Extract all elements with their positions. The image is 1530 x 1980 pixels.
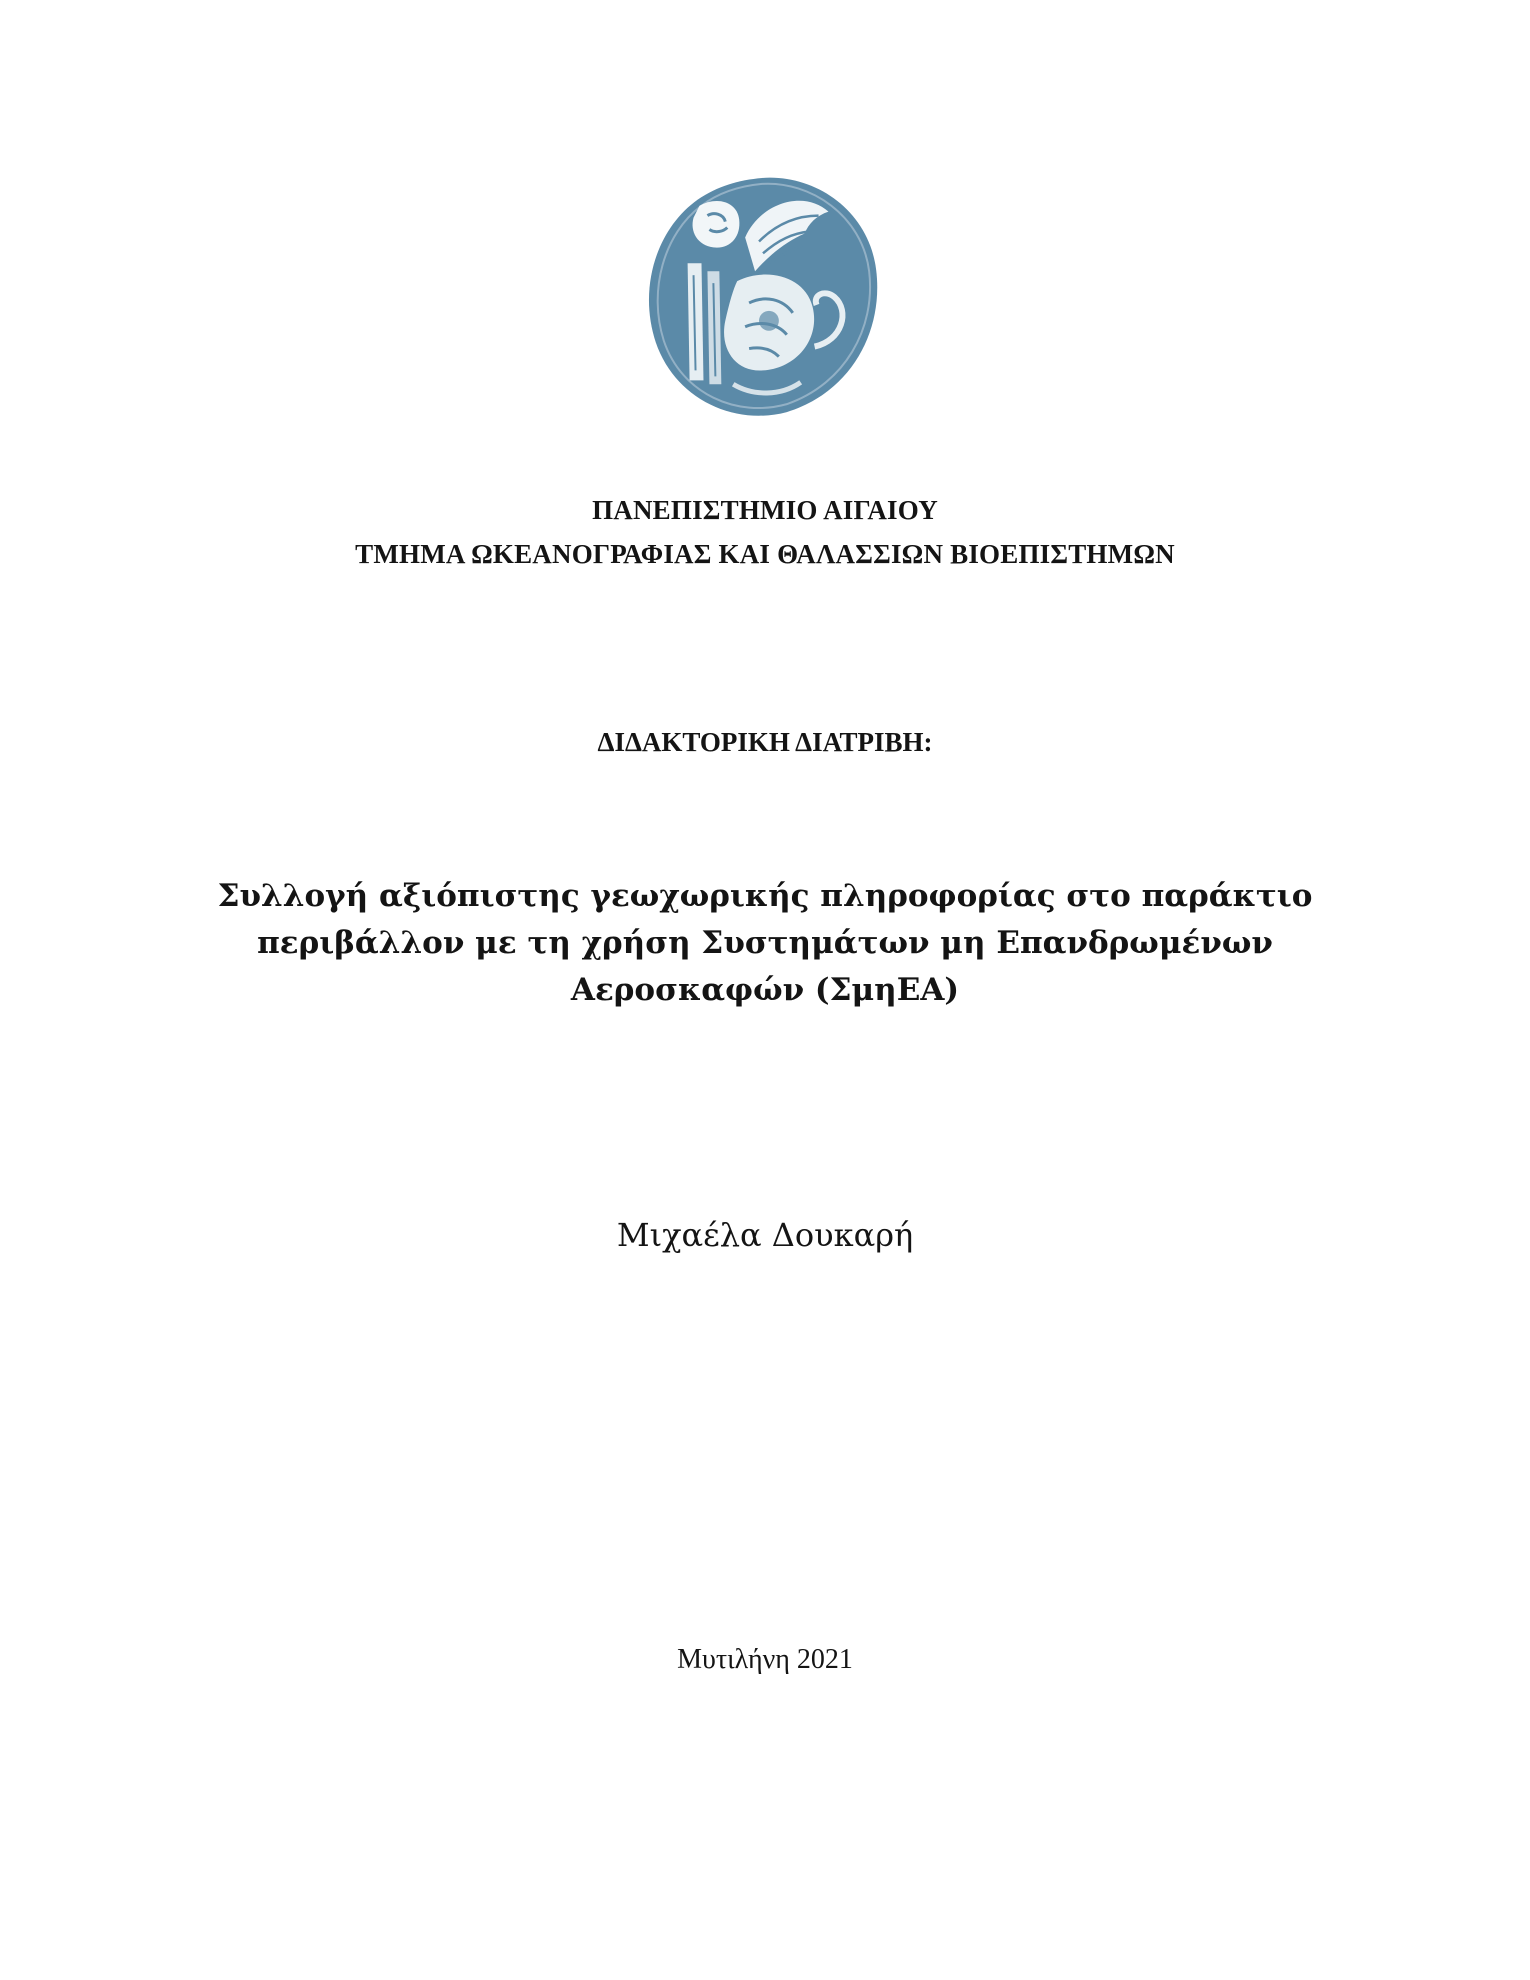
- sphinx-coin-seal-icon: [649, 178, 877, 416]
- thesis-title-line: Αεροσκαφών (ΣμηΕΑ): [570, 972, 960, 1008]
- university-name: ΠΑΝΕΠΙΣΤΗΜΙΟ ΑΙΓΑΙΟΥ: [592, 495, 938, 525]
- thesis-title: [160, 873, 1370, 1014]
- university-heading: [0, 488, 1530, 576]
- author-name: Μιχαέλα Δουκαρή: [616, 1216, 914, 1254]
- document-type: ΔΙΔΑΚΤΟΡΙΚΗ ΔΙΑΤΡΙΒΗ:: [597, 727, 933, 757]
- university-seal-logo: [638, 172, 886, 420]
- thesis-title-line: Συλλογή αξιόπιστης γεωχωρικής πληροφορίας στο παράκτιο: [217, 878, 1313, 914]
- department-name: ΤΜΗΜΑ ΩΚΕΑΝΟΓΡΑΦΙΑΣ ΚΑΙ ΘΑΛΑΣΣΙΩΝ ΒΙΟΕΠΙΣΤΗΜΩΝ: [355, 539, 1175, 569]
- place-and-year: Μυτιλήνη 2021: [677, 1644, 853, 1675]
- thesis-title-line: περιβάλλον με τη χρήση Συστημάτων μη Επανδρωμένων: [257, 925, 1273, 961]
